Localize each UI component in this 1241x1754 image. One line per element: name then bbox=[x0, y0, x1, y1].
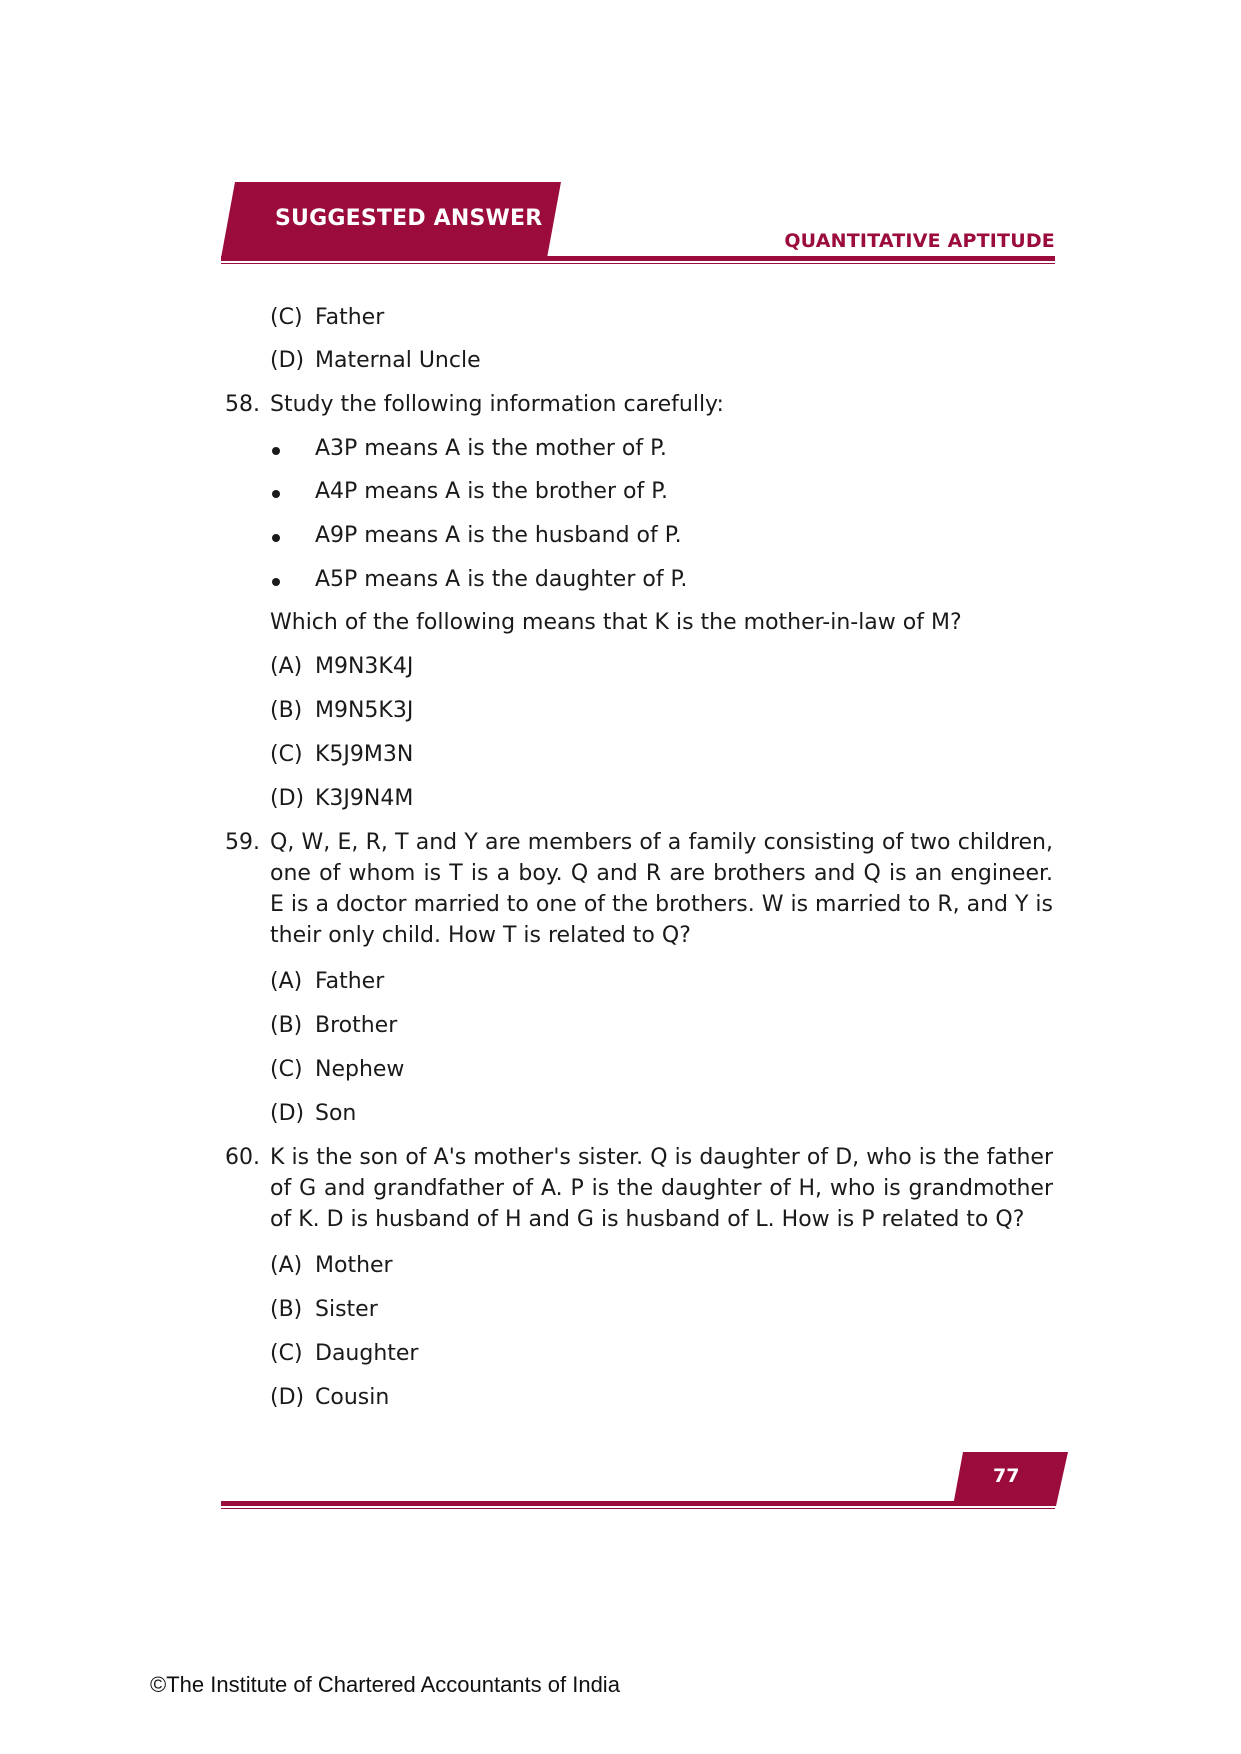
option-letter: (D) bbox=[270, 1101, 305, 1126]
option-text: Daughter bbox=[315, 1341, 419, 1366]
option-text: Son bbox=[315, 1101, 357, 1126]
option-text: Father bbox=[315, 969, 385, 994]
option-letter: (B) bbox=[270, 1297, 303, 1322]
footer-rule-thin bbox=[221, 1508, 1055, 1509]
option-letter: (D) bbox=[270, 786, 305, 811]
bullet-icon bbox=[272, 490, 280, 498]
option-text: Brother bbox=[315, 1013, 398, 1038]
option-text: M9N3K4J bbox=[315, 654, 414, 679]
header-subject-title: QUANTITATIVE APTITUDE bbox=[784, 230, 1055, 252]
bullet-text: A9P means A is the husband of P. bbox=[315, 523, 682, 548]
bullet-icon bbox=[272, 578, 280, 586]
option-letter: (C) bbox=[270, 1341, 303, 1366]
option-text: Mother bbox=[315, 1253, 393, 1278]
option-letter: (B) bbox=[270, 1013, 303, 1038]
option-text: Nephew bbox=[315, 1057, 405, 1082]
question-text: Q, W, E, R, T and Y are members of a family consisting of two children, one of whom is T is a boy. Q and R are brothers and Q is an engineer. E is a doctor married to one of the brothers. W is married to R, and Y is their only child. How T is related to Q? bbox=[270, 830, 1053, 948]
option-text: Father bbox=[315, 305, 385, 330]
question-text: Study the following information carefully: bbox=[270, 392, 724, 417]
bullet-icon bbox=[272, 534, 280, 542]
footer-rule bbox=[221, 1501, 1055, 1506]
option-text: M9N5K3J bbox=[315, 698, 414, 723]
option-letter: (A) bbox=[270, 969, 303, 994]
bullet-icon bbox=[272, 447, 280, 455]
copyright-notice: ©The Institute of Chartered Accountants of India bbox=[150, 1672, 620, 1697]
option-letter: (C) bbox=[270, 1057, 303, 1082]
option-letter: (A) bbox=[270, 654, 303, 679]
option-letter: (D) bbox=[270, 1385, 305, 1410]
option-text: K3J9N4M bbox=[315, 786, 414, 811]
option-letter: (C) bbox=[270, 305, 303, 330]
question-number: 59. bbox=[225, 830, 260, 855]
question-number: 58. bbox=[225, 392, 260, 417]
page-number: 77 bbox=[993, 1465, 1020, 1487]
option-letter: (B) bbox=[270, 698, 303, 723]
header-tab-label: SUGGESTED ANSWER bbox=[275, 206, 543, 231]
header-rule bbox=[221, 256, 1055, 261]
option-text: K5J9M3N bbox=[315, 742, 414, 767]
option-text: Sister bbox=[315, 1297, 378, 1322]
question-prompt: Which of the following means that K is the mother-in-law of M? bbox=[270, 610, 962, 635]
option-letter: (A) bbox=[270, 1253, 303, 1278]
option-text: Cousin bbox=[315, 1385, 390, 1410]
question-text: K is the son of A's mother's sister. Q is daughter of D, who is the father of G and grandfather of A. P is the daughter of H, who is grandmother of K. D is husband of H and G is husband of L. How is P related to Q? bbox=[270, 1145, 1053, 1232]
option-letter: (D) bbox=[270, 348, 305, 373]
bullet-text: A3P means A is the mother of P. bbox=[315, 436, 667, 461]
header-rule-thin bbox=[221, 263, 1055, 264]
question-number: 60. bbox=[225, 1145, 260, 1170]
bullet-text: A4P means A is the brother of P. bbox=[315, 479, 669, 504]
option-letter: (C) bbox=[270, 742, 303, 767]
bullet-text: A5P means A is the daughter of P. bbox=[315, 567, 688, 592]
option-text: Maternal Uncle bbox=[315, 348, 481, 373]
